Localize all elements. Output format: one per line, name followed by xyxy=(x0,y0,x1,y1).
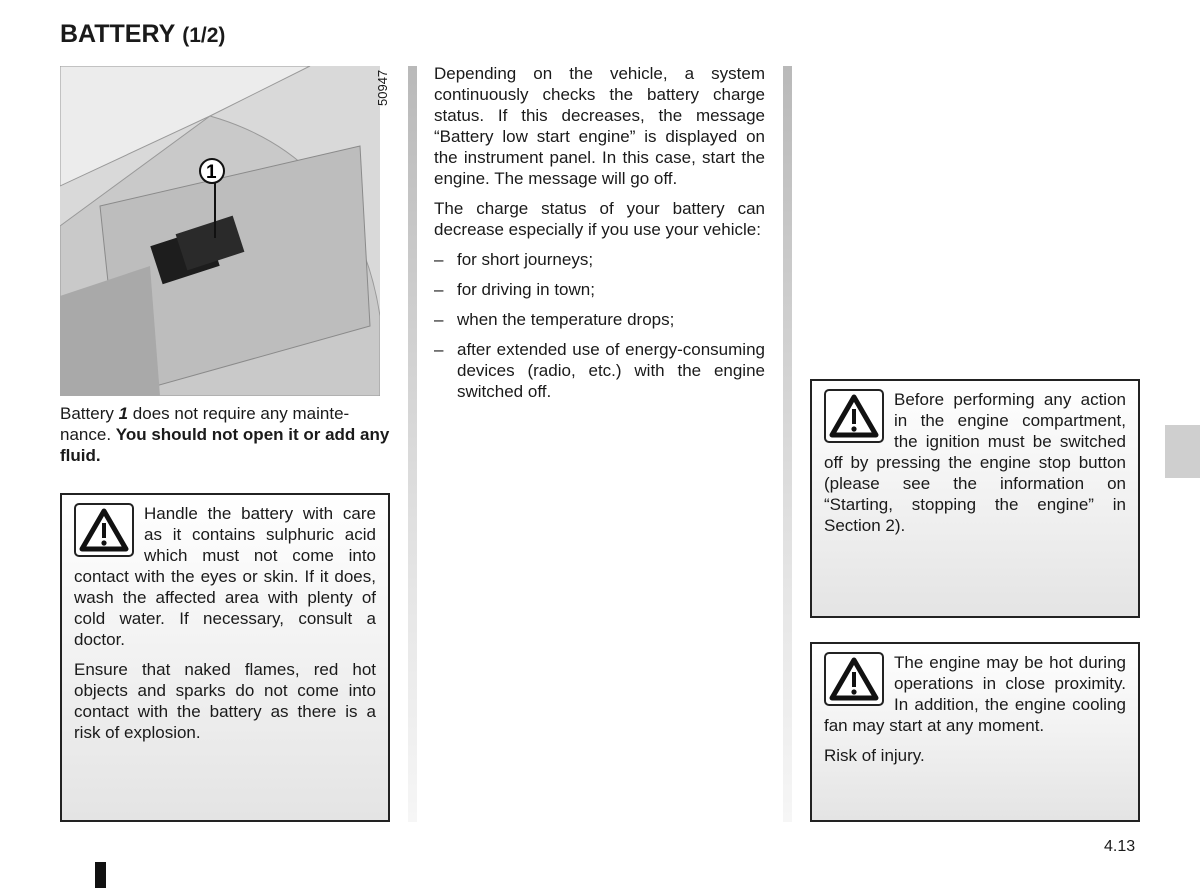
figure-number: 50947 xyxy=(375,69,390,106)
warning-triangle-icon xyxy=(824,652,884,706)
engine-stop-warning-box: Before performing any action in the engine compartment, the ignition must be switched off by pressing the engine stop button (please see the information on “Starting, stopping the engine” in Section 2). xyxy=(810,379,1140,618)
page-number: 4.13 xyxy=(1104,838,1136,855)
page-title: BATTERY (1/2) xyxy=(60,20,226,48)
column-divider xyxy=(408,66,417,822)
list-item: – after extended use of energy-consuming devices (radio, etc.) with the engine switched off. xyxy=(434,340,765,401)
list-item: – when the temperature drops; xyxy=(434,310,675,329)
list-item: – for short journeys; xyxy=(434,250,594,269)
battery-caption: Battery 1 does not require any maintenance. You should not open it or add any fluid. xyxy=(60,404,390,465)
warning-triangle-icon xyxy=(824,389,884,443)
page-part: (1/2) xyxy=(182,24,226,47)
hot-engine-warning-box: The engine may be hot during operations in close proximity. In addition, the engine cooling fan may start at any moment. Risk of injury. xyxy=(810,642,1140,822)
column-divider xyxy=(783,66,792,822)
print-mark xyxy=(95,862,106,888)
section-tab xyxy=(1165,425,1200,478)
callout-1: 1 xyxy=(206,162,217,183)
warning-triangle-icon xyxy=(74,503,134,557)
list-item: – for driving in town; xyxy=(434,280,595,299)
middle-column: Depending on the vehicle, a system continuously checks the battery charge status. If this decreases, the message “Battery low start engine” is displayed on the instrument panel. In this case, start the engine. The message will go off. The charge status of your battery can decrease especially if you use your vehicle: – for short journeys; – for driving in town; – when the temperature drops; – after extended use of energy-consuming devices (radio, etc.) with the engine switched off. xyxy=(434,64,765,401)
acid-warning-box: Handle the battery with care as it contains sulphuric acid which must not come into contact with the eyes or skin. If it does, wash the affected area with plenty of cold water. If necessary, consult a doctor. Ensure that naked flames, red hot objects and sparks do not come into contact with the battery as there is a risk of explosion. xyxy=(60,493,390,822)
engine-compartment-illustration xyxy=(60,66,380,396)
